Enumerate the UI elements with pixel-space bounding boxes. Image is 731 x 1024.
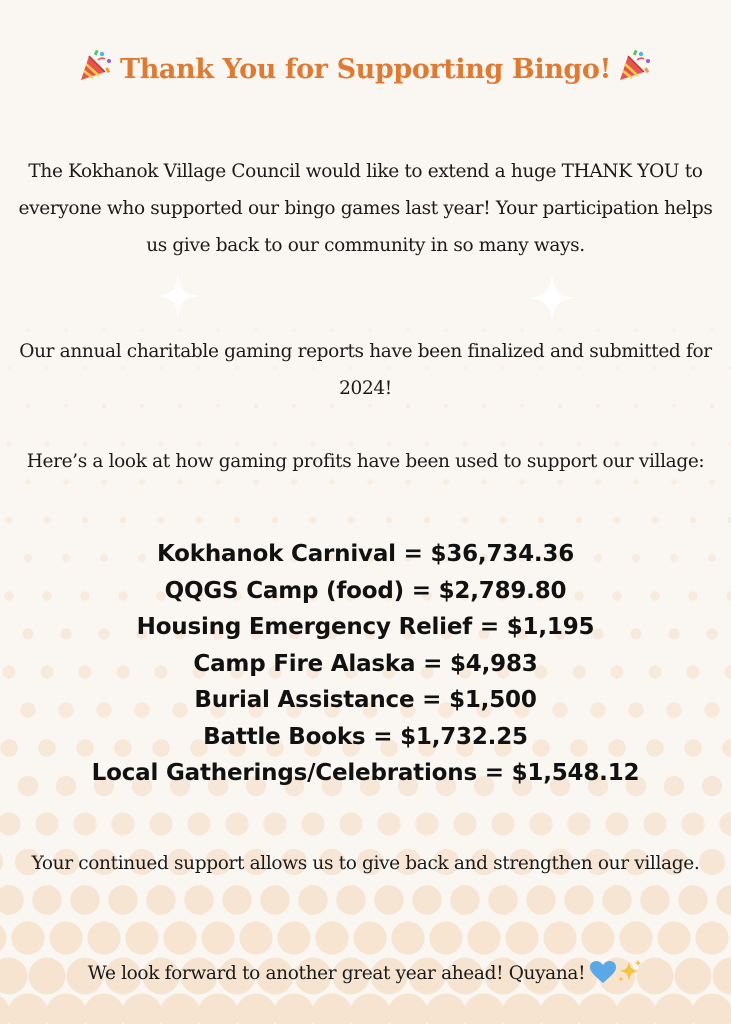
farewell-text: We look forward to another great year ahead! Quyana! (87, 962, 586, 984)
allocation-item: Local Gatherings/Celebrations = $1,548.12 (91, 760, 640, 786)
title-text: Thank You for Supporting Bingo! (120, 54, 611, 85)
sparkle-decoration-right (526, 272, 578, 324)
allocation-item: Kokhanok Carnival = $36,734.36 (156, 541, 575, 567)
sparkle-decoration-left (154, 272, 202, 320)
farewell-paragraph (18, 955, 713, 992)
party-popper-icon (78, 48, 114, 82)
closing-paragraph: Your continued support allows us to give back and strengthen our village. (31, 852, 700, 874)
allocation-item: QQGS Camp (food) = $2,789.80 (164, 577, 567, 604)
allocation-item: Battle Books = $1,732.25 (203, 723, 528, 750)
blue-heart-icon (589, 960, 617, 984)
intro-paragraph: The Kokhanok Village Council would like to extend a huge THANK YOU to everyone who supported our bingo games last year! Your participation helps us give back to our community in so many ways. (18, 160, 713, 256)
party-popper-icon (617, 48, 653, 82)
allocation-item: Housing Emergency Relief = $1,195 (136, 614, 595, 640)
reports-paragraph: Our annual charitable gaming reports have been finalized and submitted for 2024! (19, 340, 712, 399)
sparkles-icon (617, 958, 643, 984)
allocation-item: Burial Assistance = $1,500 (194, 687, 537, 713)
allocation-item: Camp Fire Alaska = $4,983 (193, 650, 538, 677)
allocation-list (0, 536, 731, 792)
page-title (0, 48, 731, 85)
profits-intro-paragraph: Here’s a look at how gaming profits have been used to support our village: (26, 450, 705, 472)
